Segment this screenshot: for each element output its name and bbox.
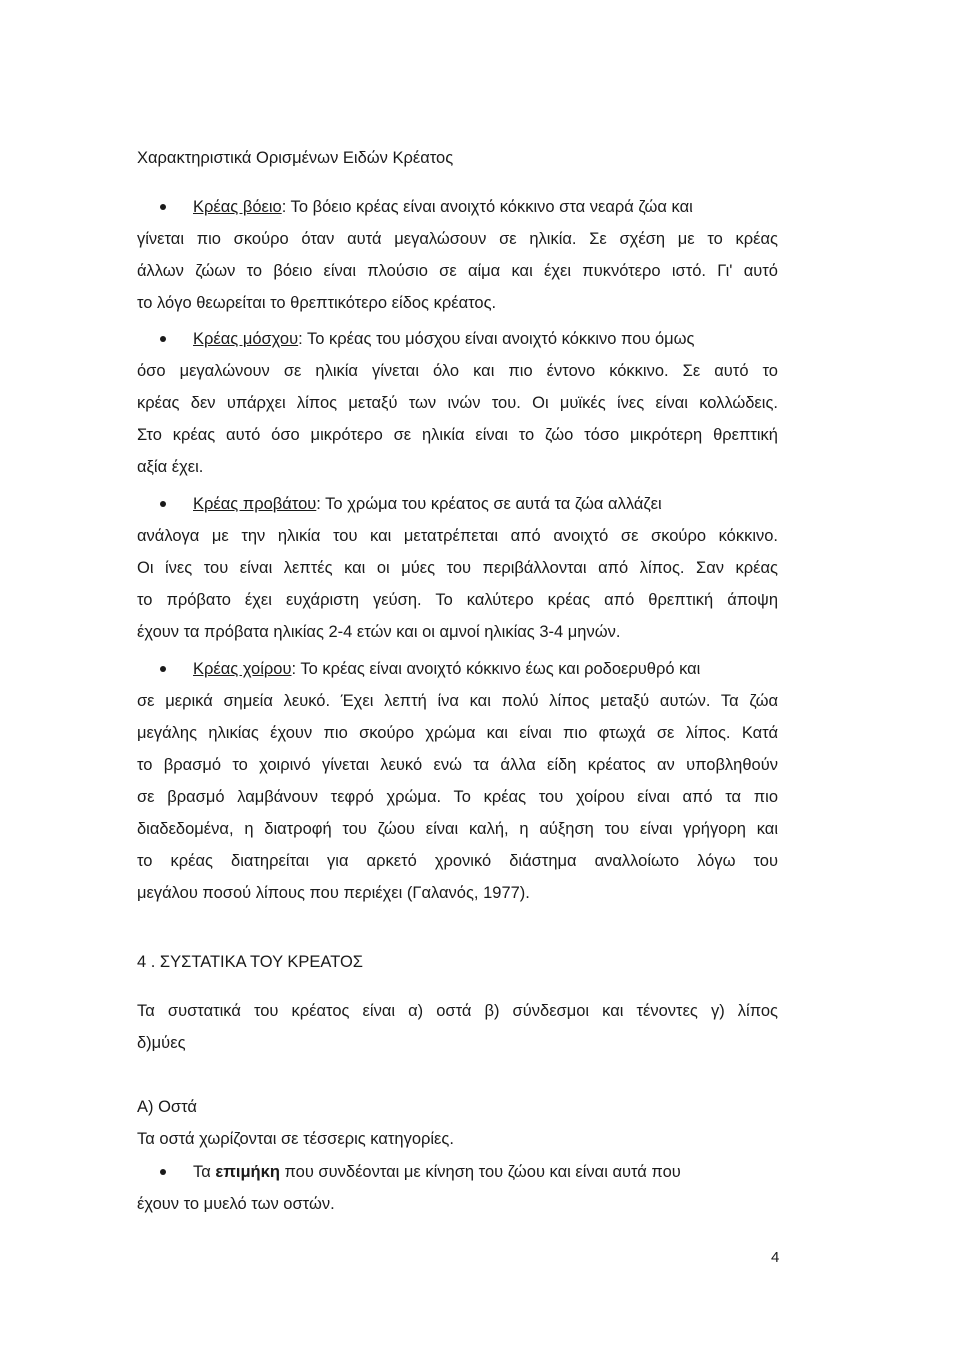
item-pork-line: σε μερικά σημεία λευκό. Έχει λεπτή ίνα και πολύ λίπος μεταξύ αυτών. Τα ζώα xyxy=(137,692,778,710)
bones-item-pre: Τα xyxy=(193,1163,216,1181)
item-pork-lead: : Το κρέας είναι ανοιχτό κόκκινο έως και ροδοερυθρό και xyxy=(291,660,701,678)
bones-intro: Τα οστά χωρίζονται σε τέσσερις κατηγορίες. xyxy=(137,1130,454,1148)
item-lamb-line: ανάλογα με την ηλικία του και μετατρέπεται από ανοιχτό σε σκούρο κόκκινο. xyxy=(137,527,778,545)
bullet-icon xyxy=(160,336,166,342)
item-veal-line: κρέας δεν υπάρχει λίπος μεταξύ των ινών του. Οι μυϊκές ίνες είναι κολλώδεις. xyxy=(137,394,778,412)
page-number: 4 xyxy=(771,1249,780,1266)
section-title: Χαρακτηριστικά Ορισμένων Ειδών Κρέατος xyxy=(137,149,454,167)
bones-item-line: έχουν το μυελό των οστών. xyxy=(137,1195,335,1213)
item-veal-line: Στο κρέας αυτό όσο μικρότερο σε ηλικία είναι το ζώο τόσο μικρότερη θρεπτική xyxy=(137,426,778,444)
bullet-icon xyxy=(160,1169,166,1175)
item-beef-line: άλλων ζώων το βόειο είναι πλούσιο σε αίμα και έχει πυκνότερο ιστό. Γι' αυτό xyxy=(137,262,778,280)
item-beef-first-line xyxy=(193,197,778,217)
item-pork-line: διαδεδομένα, η διατροφή του ζώου είναι καλή, η αύξηση του είναι γρήγορη και xyxy=(137,820,778,838)
term-beef: Κρέας βόειο xyxy=(193,198,282,216)
item-lamb-line: Οι ίνες του είναι λεπτές και οι μύες του περιβάλλονται από λίπος. Σαν κρέας xyxy=(137,559,778,577)
item-pork-line: μεγάλου ποσού λίπους που περιέχει (Γαλανός, 1977). xyxy=(137,884,530,902)
item-veal-line: όσο μεγαλώνουν σε ηλικία γίνεται όλο και πιο έντονο κόκκινο. Σε αυτό το xyxy=(137,362,778,380)
item-pork-line: το κρέας διατηρείται για αρκετό χρονικό διάστημα αναλλοίωτο λόγω του xyxy=(137,852,778,870)
item-beef-line: γίνεται πιο σκούρο όταν αυτά μεγαλώσουν σε ηλικία. Σε σχέση με το κρέας xyxy=(137,230,778,248)
item-veal-lead: : Το κρέας του μόσχου είναι ανοιχτό κόκκινο που όμως xyxy=(298,330,695,348)
item-lamb-line: έχουν τα πρόβατα ηλικίας 2-4 ετών και οι αμνοί ηλικίας 3-4 μηνών. xyxy=(137,623,621,641)
term-veal: Κρέας μόσχου xyxy=(193,330,299,348)
item-lamb-lead: : Το χρώμα του κρέατος σε αυτά τα ζώα αλλάζει xyxy=(316,495,662,513)
bullet-icon xyxy=(160,501,166,507)
item-veal-line: αξία έχει. xyxy=(137,458,204,476)
bones-item-rest: που συνδέονται με κίνηση του ζώου και είναι αυτά που xyxy=(279,1163,681,1181)
components-line: Τα συστατικά του κρέατος είναι α) οστά β) σύνδεσμοι και τένοντες γ) λίπος xyxy=(137,1002,778,1020)
item-beef-lead: : Το βόειο κρέας είναι ανοιχτό κόκκινο στα νεαρά ζώα και xyxy=(281,198,693,216)
item-pork-line: σε βρασμό λαμβάνουν τεφρό χρώμα. Το κρέας του χοίρου είναι από τα πιο xyxy=(137,788,778,806)
item-pork-line: το βρασμό το χοιρινό γίνεται λευκό ενώ τα άλλα είδη κρέατος αν υποβληθούν xyxy=(137,756,778,774)
item-lamb-first-line xyxy=(193,494,778,514)
item-pork-first-line xyxy=(193,659,778,679)
term-pork: Κρέας χοίρου xyxy=(193,660,292,678)
bones-item-bold: επιμήκη xyxy=(215,1163,280,1181)
item-beef-line: το λόγο θεωρείται το θρεπτικότερο είδος κρέατος. xyxy=(137,294,497,312)
bones-item-first-line xyxy=(193,1162,778,1182)
bullet-icon xyxy=(160,204,166,210)
item-veal-first-line xyxy=(193,329,778,349)
item-pork-line: μεγάλης ηλικίας έχουν πιο σκούρο χρώμα και είναι πιο φτωχά σε λίπος. Κατά xyxy=(137,724,778,742)
item-lamb-line: το πρόβατο έχει ευχάριστη γεύση. Το καλύτερο κρέας από θρεπτική άποψη xyxy=(137,591,778,609)
section-heading-4: 4 . ΣΥΣΤΑΤΙΚΑ ΤΟΥ ΚΡΕΑΤΟΣ xyxy=(137,953,364,971)
term-lamb: Κρέας προβάτου xyxy=(193,495,317,513)
subheading-bones: Α) Οστά xyxy=(137,1098,197,1116)
components-line: δ)μύες xyxy=(137,1034,186,1052)
bullet-icon xyxy=(160,666,166,672)
